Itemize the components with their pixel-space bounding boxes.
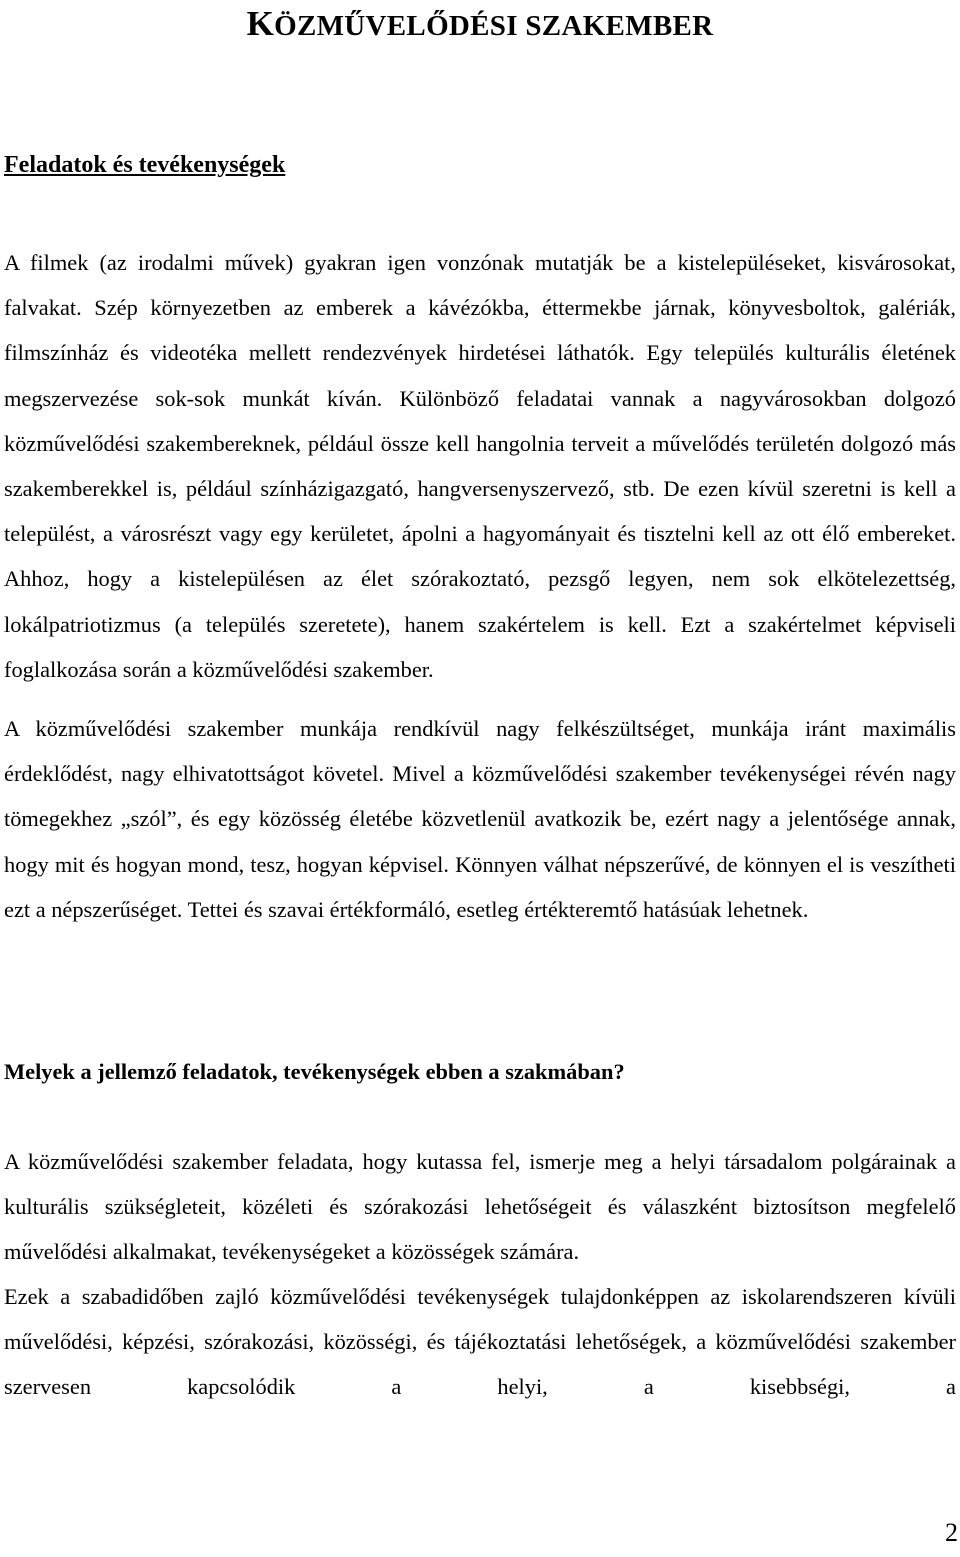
paragraph-task: A közművelődési szakember feladata, hogy kutassa fel, ismerje meg a helyi társadalom polgárainak a kulturális szükségleteit, közéleti és szórakozási lehetőségeit és válaszként biztosítson megfelelő művelődési alkalmakat, tevékenységeket a közösségek számára.	[4, 1149, 956, 1265]
title-rest: ÖZMŰVELŐDÉSI SZAKEMBER	[274, 10, 714, 42]
paragraph-role: A közművelődési szakember munkája rendkívül nagy felkészültséget, munkája iránt maximális érdeklődést, nagy elhivatottságot követel. Mivel a közművelődési szakember tevékenységei révén nagy tömegekhez „szól”, és egy közösség életébe közvetlenül avatkozik be, ezért nagy a jelentősége annak, hogy mit és hogyan mond, tesz, hogyan képvisel. Könnyen válhat népszerűvé, de könnyen el is veszítheti ezt a népszerűséget. Tettei és szavai értékformáló, esetleg értékteremtő hatásúak lehetnek.	[4, 716, 956, 922]
page-number: 2	[945, 1518, 958, 1547]
intro-paragraph-block	[4, 240, 956, 692]
paragraph-activities: Ezek a szabadidőben zajló közművelődési tevékenységek tulajdonképpen az iskolarendszeren kívüli művelődési, képzési, szórakozási, közösségi, és tájékoztatási lehetőségek, a közművelődési szakember szervesen kapcsolódik a helyi, a kisebbségi, a	[4, 1284, 956, 1400]
activities-paragraph-block	[4, 1274, 956, 1410]
document-title	[4, 4, 956, 46]
title-initial: K	[246, 4, 275, 43]
section-heading: Feladatok és tevékenységek	[4, 152, 286, 178]
paragraph-intro: A filmek (az irodalmi művek) gyakran igen vonzónak mutatják be a kistelepüléseket, kisvárosokat, falvakat. Szép környezetben az emberek a kávézókba, éttermekbe járnak, könyvesboltok, galériák, filmszínház és videotéka mellett rendezvények hirdetései láthatók. Egy település kulturális életének megszervezése sok-sok munkát kíván. Különböző feladatai vannak a nagyvárosokban dolgozó közművelődési szakembereknek, például össze kell hangolnia terveit a művelődés területén dolgozó más szakemberekkel is, például színházigazgató, hangversenyszervező, stb. De ezen kívül szeretni is kell a települést, a városrészt vagy egy kerületet, ápolni a hagyományait és tisztelni kell az ott élő embereket. Ahhoz, hogy a kistelepülésen az élet szórakoztató, pezsgő legyen, nem sok elkötelezettség, lokálpatriotizmus (a település szeretete), hanem szakértelem is kell. Ezt a szakértelmet képviseli foglalkozása során a közművelődési szakember.	[4, 250, 956, 682]
question-heading: Melyek a jellemző feladatok, tevékenységek ebben a szakmában?	[4, 1059, 625, 1084]
role-paragraph-block	[4, 706, 956, 932]
task-paragraph-block	[4, 1139, 956, 1275]
